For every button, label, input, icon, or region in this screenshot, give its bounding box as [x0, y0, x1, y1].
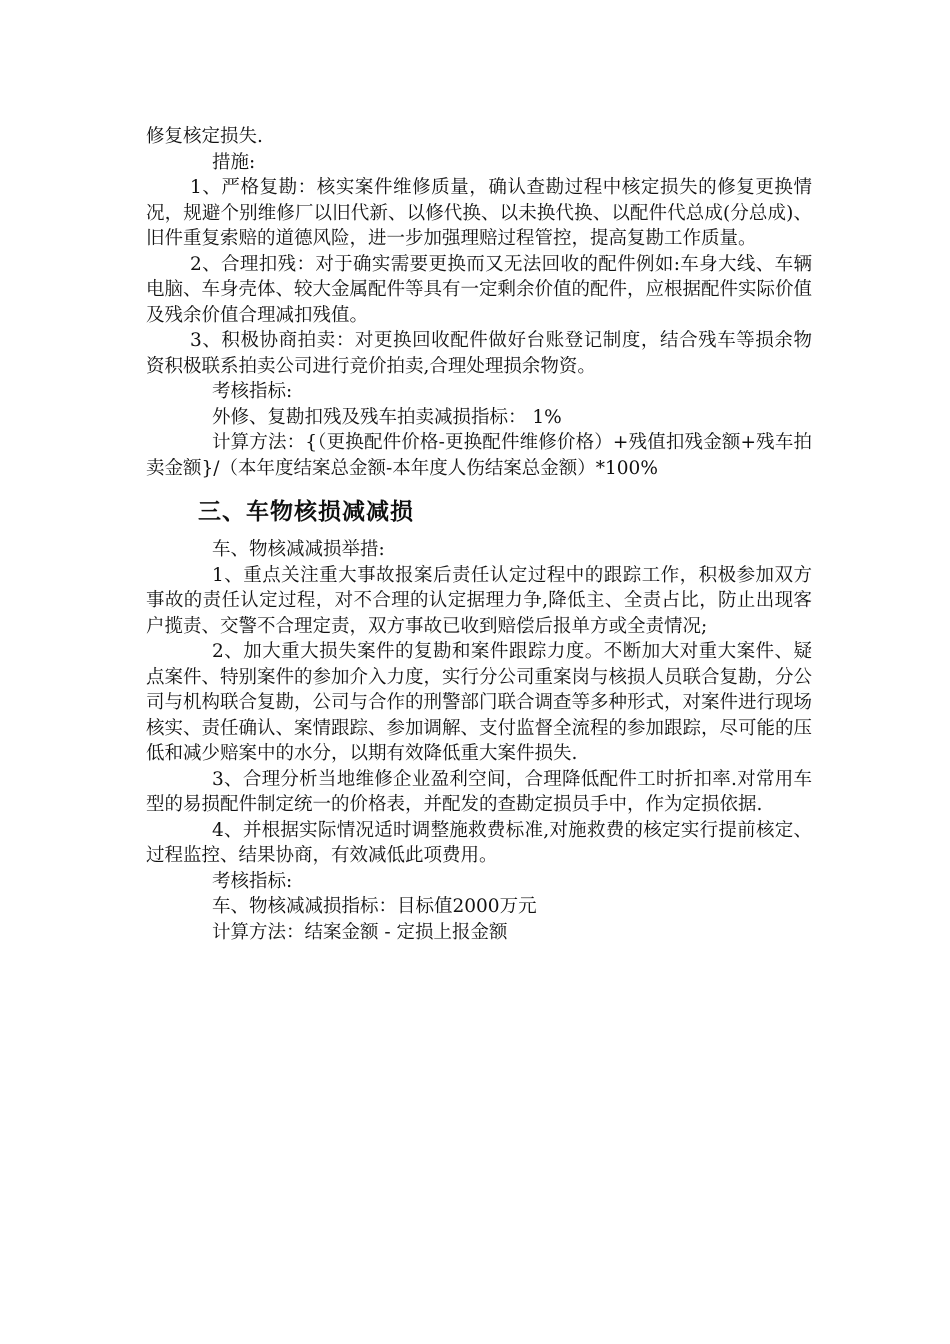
- calculation-method: 计算方法：{（更换配件价格-更换配件维修价格）+残值扣残金额+残车拍卖金额}/（本年度结案总金额-本年度人伤结案总金额）*100%: [146, 432, 812, 479]
- assessment-indicator: 外修、复勘扣残及残车拍卖减损指标： 1%: [212, 406, 562, 428]
- paragraph-continuation: 修复核定损失.: [146, 126, 263, 147]
- measure-auction: 3、积极协商拍卖：对更换回收配件做好台账登记制度，结合残车等损余物资积极联系拍卖公司进行竞价拍卖,合理处理损余物资。: [146, 330, 812, 377]
- reduction-measure-1: 1、重点关注重大事故报案后责任认定过程中的跟踪工作，积极参加双方事故的责任认定过程，对不合理的认定据理力争,降低主、全责占比，防止出现客户揽责、交警不合理定责，双方事故已收到赔偿后报单方或全责情况;: [146, 564, 812, 637]
- measures-label: 措施:: [212, 151, 256, 173]
- assessment-indicator-2: 车、物核减减损指标：目标值2000万元: [212, 896, 537, 917]
- assessment-label-2: 考核指标:: [212, 870, 293, 892]
- section-heading: 三、车物核损减减损: [198, 499, 414, 525]
- reduction-measure-3: 3、合理分析当地维修企业盈利空间，合理降低配件工时折扣率.对常用车型的易损配件制定统一的价格表，并配发的查勘定损员手中，作为定损依据.: [146, 768, 812, 815]
- measure-strict-reinspection: 1、严格复勘：核实案件维修质量，确认查勘过程中核定损失的修复更换情况，规避个别维修厂以旧代新、以修代换、以未换代换、以配件代总成(分总成)、旧件重复索赔的道德风险，进一步加强理赔过程管控，提高复勘工作质量。: [146, 177, 812, 249]
- reduction-measure-2: 2、加大重大损失案件的复勘和案件跟踪力度。不断加大对重大案件、疑点案件、特别案件的参加介入力度，实行分公司重案岗与核损人员联合复勘，分公司与机构联合复勘，公司与合作的刑警部门联合调查等多种形式，对案件进行现场核实、责任确认、案情跟踪、参加调解、支付监督全流程的参加跟踪，尽可能的压低和减少赔案中的水分，以期有效降低重大案件损失.: [146, 641, 813, 764]
- reduction-measure-4: 4、并根据实际情况适时调整施救费标准,对施救费的核定实行提前核定、过程监控、结果协商，有效减低此项费用。: [146, 819, 812, 866]
- reduction-measures-label: 车、物核减减损举措:: [212, 539, 385, 560]
- document-page: [146, 124, 812, 945]
- measure-salvage-deduction: 2、合理扣残：对于确实需要更换而又无法回收的配件例如:车身大线、车辆电脑、车身壳体、较大金属配件等具有一定剩余价值的配件，应根据配件实际价值及残余价值合理减扣残值。: [146, 253, 813, 326]
- assessment-label: 考核指标:: [212, 381, 293, 402]
- calculation-method-2: 计算方法：结案金额 - 定损上报金额: [212, 921, 508, 943]
